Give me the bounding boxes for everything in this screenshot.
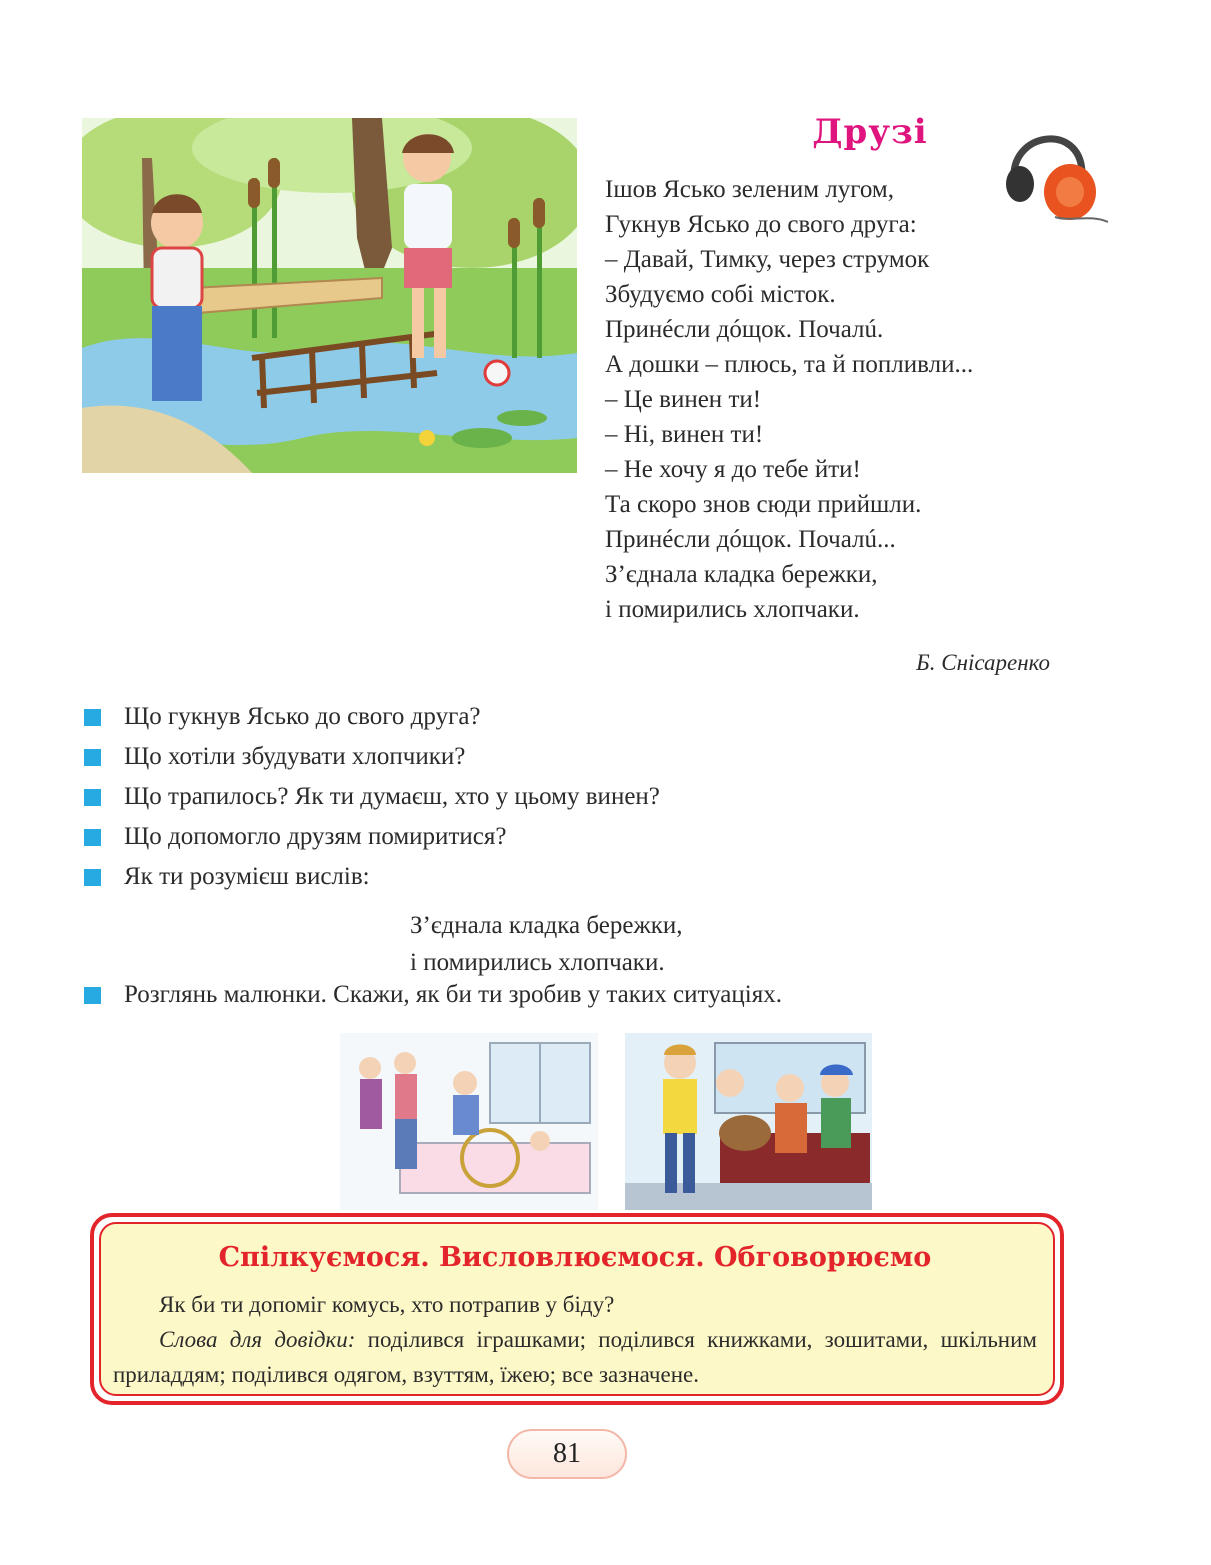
discussion-hint — [113, 1322, 1037, 1392]
discussion-box-inner — [99, 1222, 1055, 1396]
question-item: Що хотіли збудувати хлопчики? — [84, 737, 1084, 777]
square-bullet-icon — [84, 789, 101, 806]
square-bullet-icon — [84, 987, 101, 1004]
discussion-title: Спілкуємося. Висловлюємося. Обговорюємо — [218, 1242, 932, 1273]
discussion-question: Як би ти допоміг комусь, хто потрапив у біду? — [159, 1292, 615, 1317]
page-number: 81 — [507, 1429, 627, 1479]
question-item: Що допомогло друзям помиритися? — [84, 817, 1084, 857]
poem-line: – Не хочу я до тебе йти! — [605, 456, 861, 483]
poem-line: Ішов Ясько зеленим лугом, — [605, 176, 895, 203]
poem-line: Принéсли дóщок. Почалú. — [605, 316, 884, 343]
poem-author: Б. Снісаренко — [916, 650, 1050, 675]
discussion-box — [90, 1213, 1064, 1405]
poem-line: – Це винен ти! — [605, 386, 762, 413]
quote-line: З’єднала кладка бережки, — [410, 912, 683, 939]
square-bullet-icon — [84, 749, 101, 766]
poem-line: – Ні, винен ти! — [605, 421, 764, 448]
bus-seat-illustration — [625, 1033, 872, 1210]
square-bullet-icon — [84, 709, 101, 726]
question-list — [84, 697, 1084, 897]
question-item: Розглянь малюнки. Скажи, як би ти зробив у таких ситуаціях. — [84, 975, 1211, 1015]
poem-line: Гукнув Ясько до свого друга: — [605, 211, 917, 238]
hint-label: Слова для довідки: — [159, 1327, 356, 1352]
poem-line: З’єднала кладка бережки, — [605, 561, 878, 588]
poem-line: і помирились хлопчаки. — [605, 596, 860, 623]
question-item: Що гукнув Ясько до свого друга? — [84, 697, 1084, 737]
poem-line: – Давай, Тимку, через струмок — [605, 246, 930, 273]
boys-bridge-illustration — [82, 118, 577, 473]
question-item: Що трапилось? Як ти думаєш, хто у цьому винен? — [84, 777, 1084, 817]
square-bullet-icon — [84, 829, 101, 846]
quote-block — [410, 907, 683, 981]
poem-title: Друзі — [812, 112, 928, 152]
poem-line: Та скоро знов сюди прийшли. — [605, 491, 922, 518]
poem-line: А дошки – плюсь, та й попливли... — [605, 351, 974, 378]
square-bullet-icon — [84, 869, 101, 886]
hint-text: поділився іграшками; поділився книжками, зошитами, шкільним приладдям; поділився одягом, взуттям, їжею; все зазначене. — [113, 1327, 1037, 1387]
question-item: Як ти розумієш вислів: — [84, 857, 1084, 897]
poem-text — [605, 172, 1075, 627]
quote-line: і помирились хлопчаки. — [410, 949, 665, 976]
hospital-visit-illustration — [340, 1033, 598, 1210]
poem-line: Збудуємо собі місток. — [605, 281, 836, 308]
poem-line: Принéсли дóщок. Почалú... — [605, 526, 896, 553]
